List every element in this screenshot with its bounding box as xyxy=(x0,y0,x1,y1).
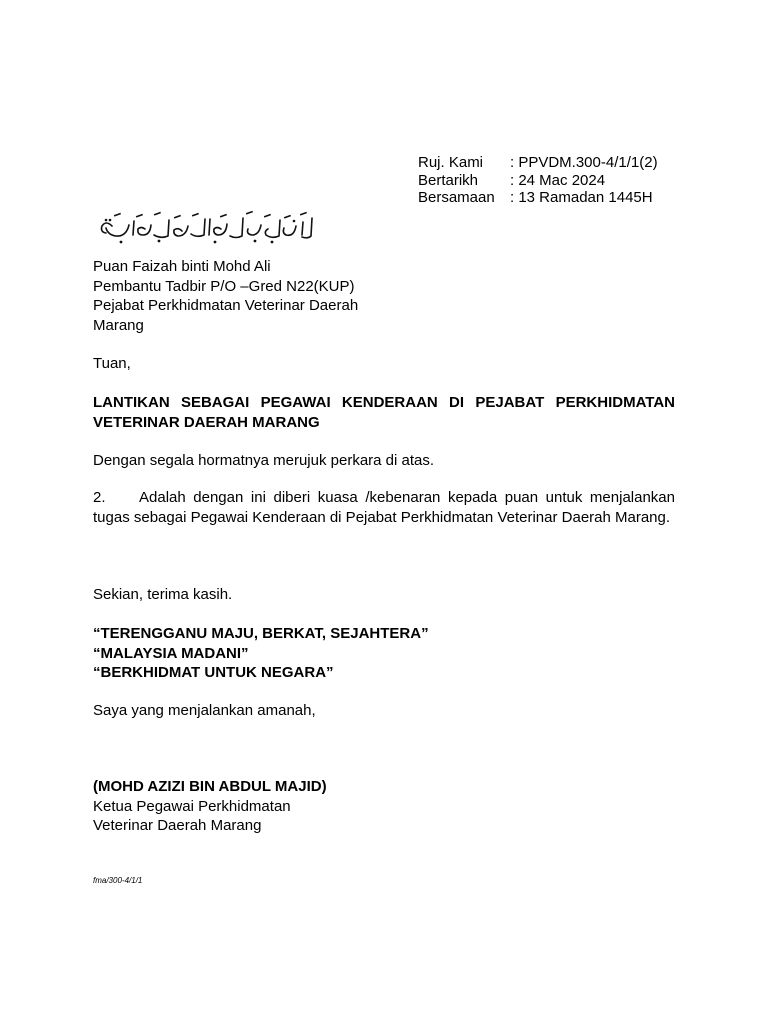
signer-name: (MOHD AZIZI BIN ABDUL MAJID) xyxy=(93,778,327,795)
reference-label: Ruj. Kami xyxy=(418,154,484,171)
reference-row xyxy=(418,154,658,172)
reference-block xyxy=(418,154,658,207)
motto-berkhidmat: “BERKHIDMAT UNTUK NEGARA” xyxy=(93,664,334,681)
paragraph-2-text: Adalah dengan ini diberi kuasa /kebenaran kepada puan untuk menjalankan tugas sebagai Pegawai Kenderaan di Pejabat Perkhidmatan Veterinar Daerah Marang. xyxy=(93,489,675,526)
hijri-date-value: : 13 Ramadan 1445H xyxy=(510,189,653,206)
subject-heading: LANTIKAN SEBAGAI PEGAWAI KENDERAAN DI PEJABAT PERKHIDMATAN VETERINAR DAERAH MARANG xyxy=(93,394,675,431)
salam-calligraphy-image xyxy=(96,208,318,248)
signer-title-line-2: Veterinar Daerah Marang xyxy=(93,817,262,834)
recipient-office: Pejabat Perkhidmatan Veterinar Daerah xyxy=(93,297,359,314)
hijri-date-row xyxy=(418,189,658,207)
closing-line: Sekian, terima kasih. xyxy=(93,586,233,603)
reference-value: : PPVDM.300-4/1/1(2) xyxy=(510,154,658,171)
salam-calligraphy xyxy=(96,208,318,248)
hijri-date-label: Bersamaan xyxy=(418,189,495,206)
date-row xyxy=(418,172,658,190)
paragraph-2 xyxy=(93,488,675,527)
date-label: Bertarikh xyxy=(418,171,479,189)
signer-title-line-1: Ketua Pegawai Perkhidmatan xyxy=(93,797,291,815)
salutation: Tuan, xyxy=(93,355,131,372)
mottos xyxy=(93,624,429,683)
recipient-name: Puan Faizah binti Mohd Ali xyxy=(93,258,271,275)
date-value: : 24 Mac 2024 xyxy=(510,171,606,189)
recipient-address xyxy=(93,257,358,335)
recipient-position: Pembantu Tadbir P/O –Gred N22(KUP) xyxy=(93,277,355,295)
amanah-line: Saya yang menjalankan amanah, xyxy=(93,702,316,719)
footer-reference: fma/300-4/1/1 xyxy=(93,876,143,885)
paragraph-number: 2. xyxy=(93,489,106,506)
paragraph-1: Dengan segala hormatnya merujuk perkara di atas. xyxy=(93,452,435,469)
recipient-district: Marang xyxy=(93,316,144,334)
signature-block xyxy=(93,777,327,836)
motto-terengganu: “TERENGGANU MAJU, BERKAT, SEJAHTERA” xyxy=(93,625,429,642)
motto-malaysia-madani: “MALAYSIA MADANI” xyxy=(93,644,249,662)
